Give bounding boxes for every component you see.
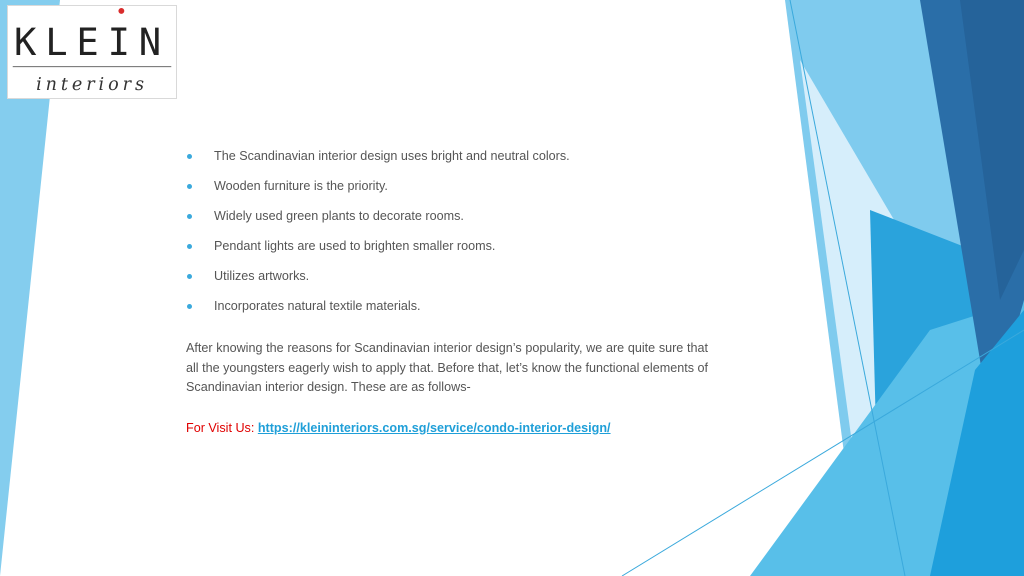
bullet-dot-icon xyxy=(187,244,192,249)
logo-sub-text: interiors xyxy=(36,75,148,96)
body-paragraph: After knowing the reasons for Scandinavian interior design’s popularity, we are quite sure that all the youngsters eagerly wish to apply that. Before that, let’s know the functional elements of Scandinavian interior design. These are as follows- xyxy=(186,341,709,394)
slide-content xyxy=(186,141,708,435)
bullet-dot-icon xyxy=(187,184,192,189)
list-item: The Scandinavian interior design uses bright and neutral colors. xyxy=(186,141,708,171)
bullet-dot-icon xyxy=(187,154,192,159)
bullet-dot-icon xyxy=(187,214,192,219)
list-item: Widely used green plants to decorate rooms. xyxy=(186,201,708,231)
list-item: Utilizes artworks. xyxy=(186,261,708,291)
klein-interiors-logo xyxy=(7,5,177,99)
visit-line xyxy=(186,421,708,435)
list-item: Wooden furniture is the priority. xyxy=(186,171,708,201)
logo-red-dot xyxy=(118,8,124,14)
logo-brand-text: KLEIN xyxy=(13,19,170,64)
bullet-dot-icon xyxy=(187,304,192,309)
bullet-list xyxy=(186,141,708,321)
list-item: Incorporates natural textile materials. xyxy=(186,291,708,321)
visit-label: For Visit Us: xyxy=(186,420,258,435)
visit-link[interactable]: https://kleininteriors.com.sg/service/condo-interior-design/ xyxy=(257,420,611,435)
bullet-dot-icon xyxy=(187,274,192,279)
list-item: Pendant lights are used to brighten smaller rooms. xyxy=(186,231,708,261)
